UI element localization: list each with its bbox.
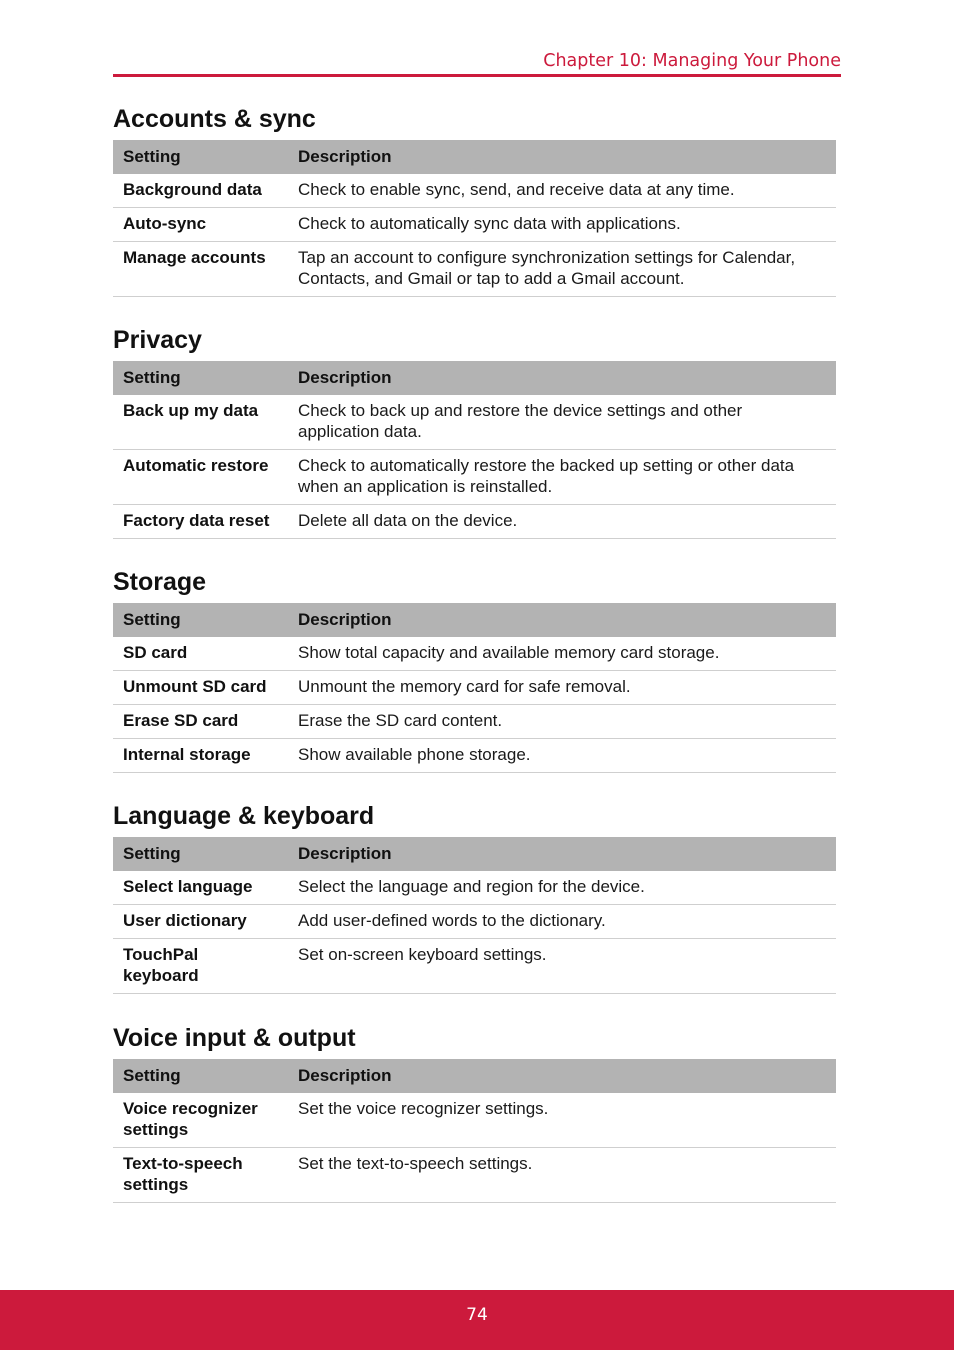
table-header-row — [113, 837, 836, 871]
table-row — [113, 505, 836, 539]
setting-name: Select language — [113, 871, 288, 905]
column-header-description: Description — [288, 603, 836, 637]
setting-description: Check to automatically sync data with applications. — [288, 208, 836, 242]
setting-name: SD card — [113, 637, 288, 671]
setting-name: Voice recognizer settings — [113, 1093, 288, 1148]
table-header-row — [113, 1059, 836, 1093]
column-header-setting: Setting — [113, 837, 288, 871]
page-footer — [0, 1290, 954, 1350]
setting-name: Manage accounts — [113, 242, 288, 297]
column-header-description: Description — [288, 1059, 836, 1093]
setting-name: Background data — [113, 174, 288, 208]
table-row — [113, 395, 836, 450]
section-title: Language & keyboard — [113, 802, 375, 830]
table-header-row — [113, 603, 836, 637]
section-storage — [113, 567, 836, 773]
setting-description: Check to automatically restore the backed up setting or other data when an application is reinstalled. — [288, 450, 836, 505]
chapter-title: Chapter 10: Managing Your Phone — [543, 51, 841, 71]
setting-name: TouchPal keyboard — [113, 939, 288, 994]
table-row — [113, 174, 836, 208]
setting-name: Automatic restore — [113, 450, 288, 505]
section-title: Privacy — [113, 326, 202, 354]
setting-description: Tap an account to configure synchronization settings for Calendar, Contacts, and Gmail or tap to add a Gmail account. — [288, 242, 836, 297]
setting-name: Unmount SD card — [113, 671, 288, 705]
table-row — [113, 637, 836, 671]
column-header-description: Description — [288, 361, 836, 395]
setting-name: Text-to-speech settings — [113, 1148, 288, 1203]
column-header-setting: Setting — [113, 1059, 288, 1093]
setting-name: User dictionary — [113, 905, 288, 939]
settings-table — [113, 140, 836, 297]
settings-table — [113, 361, 836, 539]
setting-description: Set the voice recognizer settings. — [288, 1093, 836, 1148]
setting-description: Set the text-to-speech settings. — [288, 1148, 836, 1203]
section-title: Accounts & sync — [113, 105, 316, 133]
table-row — [113, 905, 836, 939]
setting-name: Back up my data — [113, 395, 288, 450]
table-row — [113, 242, 836, 297]
table-row — [113, 939, 836, 994]
setting-name: Factory data reset — [113, 505, 288, 539]
setting-description: Show total capacity and available memory card storage. — [288, 637, 836, 671]
setting-description: Set on-screen keyboard settings. — [288, 939, 836, 994]
setting-description: Unmount the memory card for safe removal. — [288, 671, 836, 705]
settings-table — [113, 837, 836, 994]
section-title: Voice input & output — [113, 1024, 356, 1052]
page-header — [113, 48, 841, 78]
setting-description: Check to enable sync, send, and receive data at any time. — [288, 174, 836, 208]
table-row — [113, 705, 836, 739]
header-rule — [113, 74, 841, 77]
section-title: Storage — [113, 568, 207, 596]
table-row — [113, 1093, 836, 1148]
table-header-row — [113, 140, 836, 174]
table-row — [113, 1148, 836, 1203]
setting-description: Delete all data on the device. — [288, 505, 836, 539]
section-accounts-sync — [113, 104, 836, 297]
column-header-description: Description — [288, 837, 836, 871]
table-row — [113, 671, 836, 705]
table-row — [113, 208, 836, 242]
setting-name: Internal storage — [113, 739, 288, 773]
column-header-description: Description — [288, 140, 836, 174]
column-header-setting: Setting — [113, 603, 288, 637]
table-header-row — [113, 361, 836, 395]
setting-description: Show available phone storage. — [288, 739, 836, 773]
settings-table — [113, 603, 836, 773]
section-privacy — [113, 325, 836, 539]
section-language-keyboard — [113, 801, 836, 994]
settings-table — [113, 1059, 836, 1203]
setting-name: Auto-sync — [113, 208, 288, 242]
table-row — [113, 739, 836, 773]
setting-description: Select the language and region for the device. — [288, 871, 836, 905]
setting-description: Erase the SD card content. — [288, 705, 836, 739]
page-number: 74 — [466, 1305, 488, 1325]
column-header-setting: Setting — [113, 361, 288, 395]
column-header-setting: Setting — [113, 140, 288, 174]
table-row — [113, 450, 836, 505]
table-row — [113, 871, 836, 905]
setting-description: Check to back up and restore the device settings and other application data. — [288, 395, 836, 450]
setting-name: Erase SD card — [113, 705, 288, 739]
section-voice-input-output — [113, 1023, 836, 1203]
setting-description: Add user-defined words to the dictionary. — [288, 905, 836, 939]
